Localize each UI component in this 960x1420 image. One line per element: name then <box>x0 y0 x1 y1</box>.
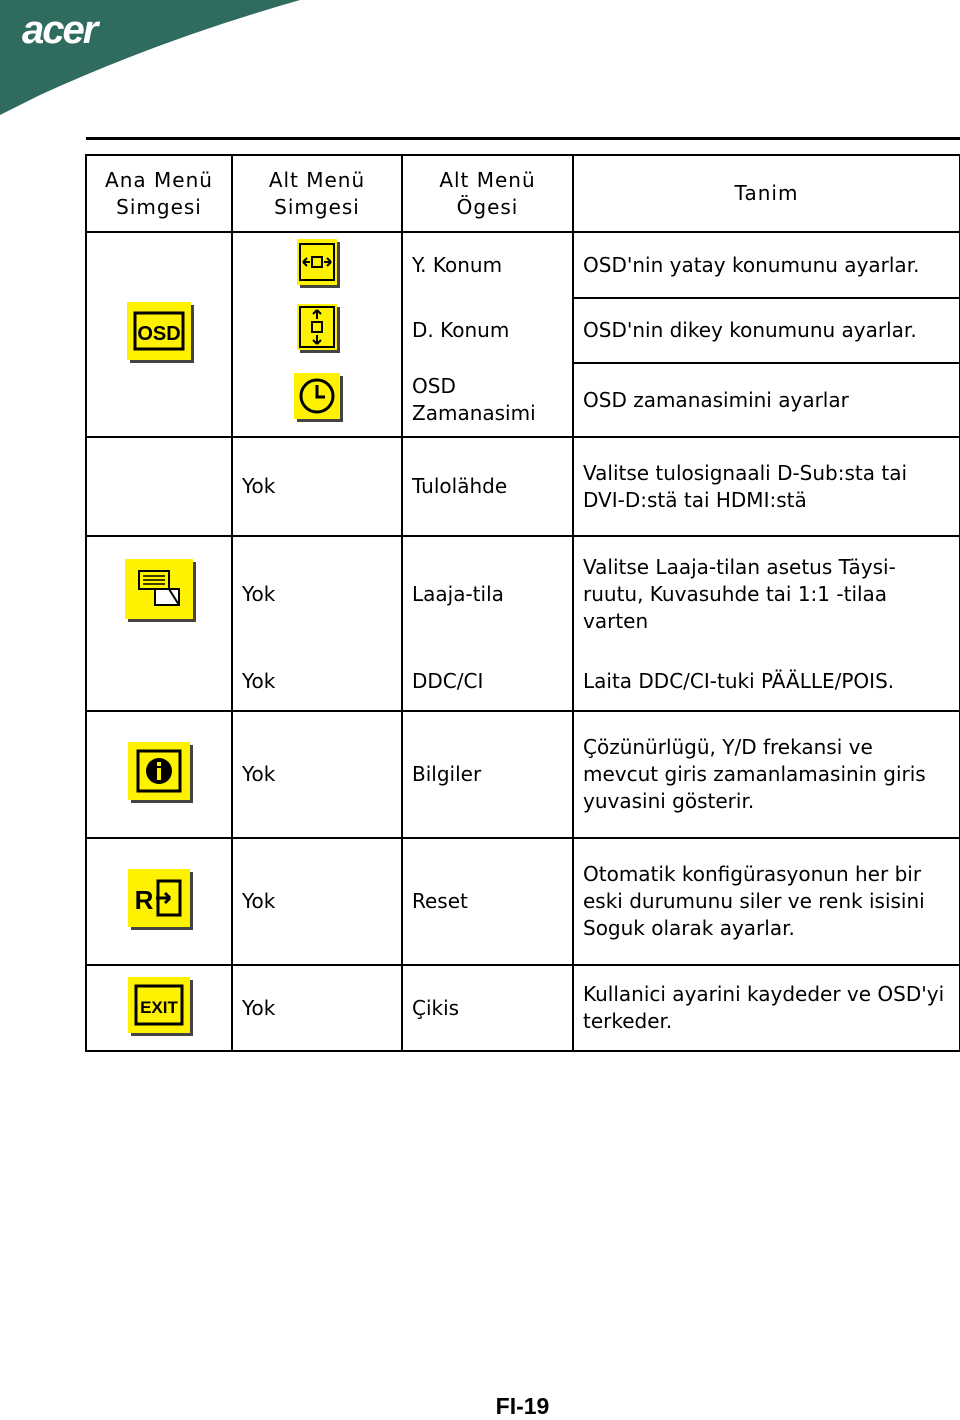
horizontal-position-icon <box>297 239 337 285</box>
desc-reset: Otomatik konfigürasyonun her bir eski durumunu siler ve renk isisini Soguk olarak ayarlar. <box>573 838 960 965</box>
table-row <box>86 437 960 536</box>
sub-icon-cell <box>232 232 402 298</box>
main-icon-cell <box>86 536 232 711</box>
info-icon <box>128 742 190 800</box>
desc-d-konum: OSD'nin dikey konumunu ayarlar. <box>573 298 960 363</box>
acer-logo: acer <box>22 8 97 52</box>
osd-menu-table <box>85 154 960 1052</box>
desc-tulolahde: Valitse tulosignaali D-Sub:sta tai DVI-D:stä tai HDMI:stä <box>573 437 960 536</box>
item-bilgiler: Bilgiler <box>402 711 573 838</box>
item-tulolahde: Tulolähde <box>402 437 573 536</box>
item-d-konum: D. Konum <box>402 298 573 363</box>
desc-bilgiler: Çözünürlügü, Y/D frekansi ve mevcut giris zamanlamasinin giris yuvasini gösterir. <box>573 711 960 838</box>
item-laaja-tila: Laaja-tila <box>402 536 573 652</box>
header-main-icon: Ana Menü Simgesi <box>86 155 232 232</box>
sub-icon-text: Yok <box>232 652 402 711</box>
clock-icon <box>294 373 340 419</box>
desc-ddc-ci: Laita DDC/CI-tuki PÄÄLLE/POIS. <box>573 652 960 711</box>
desc-cikis: Kullanici ayarini kaydeder ve OSD'yi terkeder. <box>573 965 960 1051</box>
main-icon-cell <box>86 965 232 1051</box>
item-ddc-ci: DDC/CI <box>402 652 573 711</box>
main-icon-cell <box>86 838 232 965</box>
sub-icon-text: Yok <box>232 536 402 652</box>
sub-icon-text: Yok <box>232 711 402 838</box>
settings-icon <box>125 559 193 619</box>
reset-icon <box>128 869 190 927</box>
sub-icon-cell <box>232 298 402 363</box>
desc-y-konum: OSD'nin yatay konumunu ayarlar. <box>573 232 960 298</box>
table-header-row <box>86 155 960 232</box>
header-sub-item: Alt Menü Ögesi <box>402 155 573 232</box>
exit-icon <box>128 977 190 1033</box>
table-row <box>86 536 960 652</box>
page-number: FI-19 <box>495 1393 550 1419</box>
header-description: Tanim <box>573 155 960 232</box>
sub-icon-text: Yok <box>232 838 402 965</box>
header-band <box>0 0 960 120</box>
svg-text:OSD: OSD <box>137 323 181 345</box>
osd-icon <box>127 302 191 360</box>
main-icon-cell-empty <box>86 437 232 536</box>
top-rule <box>86 137 960 140</box>
table-row <box>86 711 960 838</box>
item-osd-zamanasimi: OSD Zamanasimi <box>402 363 573 437</box>
vertical-position-icon <box>297 304 337 350</box>
sub-icon-text: Yok <box>232 965 402 1051</box>
table-row <box>86 838 960 965</box>
svg-text:EXIT: EXIT <box>140 997 178 1017</box>
svg-text:R: R <box>134 885 154 915</box>
desc-laaja-tila: Valitse Laaja-tilan asetus Täysi-ruutu, Kuvasuhde tai 1:1 -tilaa varten <box>573 536 960 652</box>
main-icon-cell <box>86 711 232 838</box>
desc-osd-zamanasimi: OSD zamanasimini ayarlar <box>573 363 960 437</box>
sub-icon-text: Yok <box>232 437 402 536</box>
item-reset: Reset <box>402 838 573 965</box>
header-sub-icon: Alt Menü Simgesi <box>232 155 402 232</box>
sub-icon-cell <box>232 363 402 437</box>
main-icon-cell <box>86 232 232 437</box>
item-cikis: Çikis <box>402 965 573 1051</box>
table-row <box>86 965 960 1051</box>
table-row <box>86 232 960 298</box>
item-y-konum: Y. Konum <box>402 232 573 298</box>
